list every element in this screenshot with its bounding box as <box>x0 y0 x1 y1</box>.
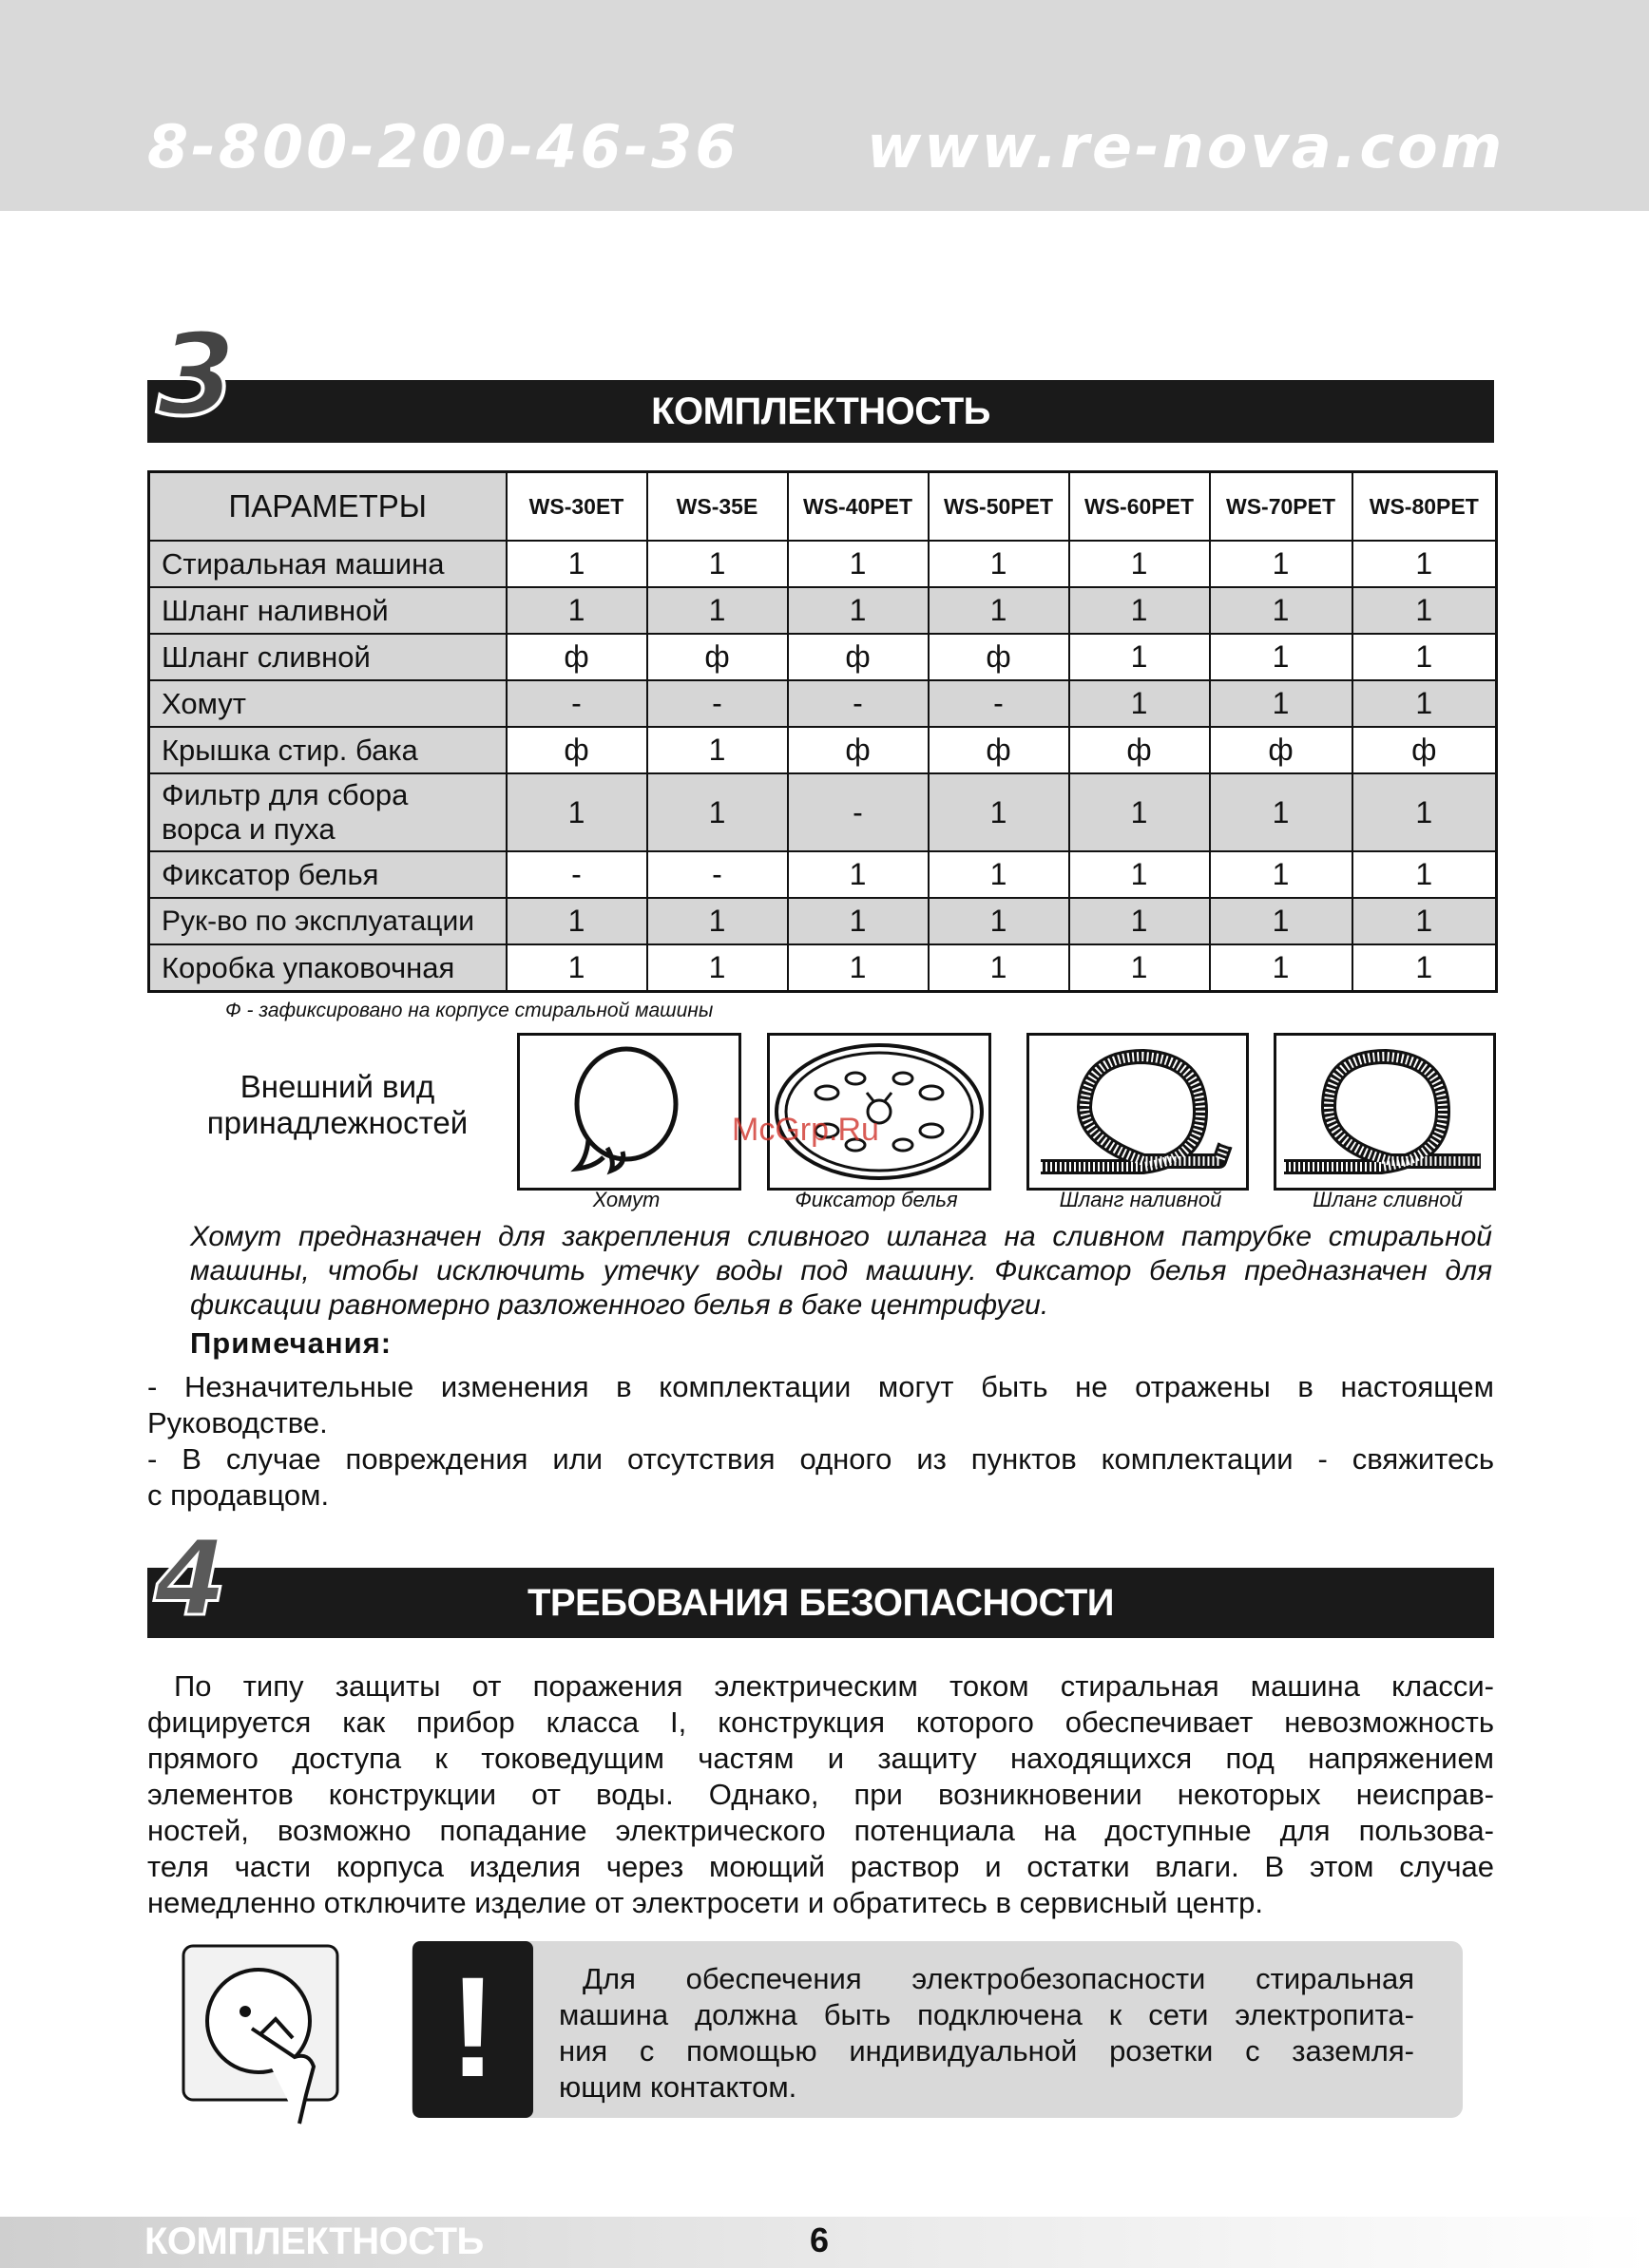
drain-hose-image <box>1274 1033 1496 1191</box>
exclamation-mark: ! <box>449 1947 497 2106</box>
table-cell: 1 <box>647 727 788 773</box>
model-header: WS-70PET <box>1210 472 1352 542</box>
table-footnote: Ф - зафиксировано на корпусе стиральной машины <box>225 1000 714 1021</box>
table-cell: 1 <box>1069 587 1210 634</box>
param-name: Хомут <box>149 680 507 727</box>
table-cell: 1 <box>929 898 1069 944</box>
table-cell: 1 <box>647 541 788 587</box>
table-cell: 1 <box>1210 680 1352 727</box>
table-row <box>149 727 1497 773</box>
warning-line: машина должна быть подключена к сети электропита- <box>559 1998 1414 2031</box>
table-cell: 1 <box>507 944 647 992</box>
inlet-hose-image <box>1026 1033 1249 1191</box>
table-cell: 1 <box>647 773 788 851</box>
table-cell: 1 <box>1352 634 1497 680</box>
safety-paragraph <box>147 1668 1494 1921</box>
safety-line: ностей, возможно попадание электрического потенциала на доступные для пользова- <box>147 1814 1494 1847</box>
table-cell: 1 <box>647 587 788 634</box>
safety-line: По типу защиты от поражения электрическим током стиральная машина класси- <box>174 1669 1494 1703</box>
table-cell: 1 <box>1352 587 1497 634</box>
clamp-image <box>517 1033 741 1191</box>
page-number: 6 <box>810 2220 830 2259</box>
table-cell: 1 <box>1069 541 1210 587</box>
table-cell: ф <box>1210 727 1352 773</box>
description-line: Хомут предназначен для закрепления сливного шланга на сливном патрубке стиральной <box>190 1221 1492 1252</box>
param-name: Стиральная машина <box>149 541 507 587</box>
table-row <box>149 587 1497 634</box>
section-4-title: ТРЕБОВАНИЯ БЕЗОПАСНОСТИ <box>527 1582 1115 1624</box>
description-line: фиксации равномерно разложенного белья в баке центрифуги. <box>190 1289 1049 1321</box>
table-cell: 1 <box>788 944 929 992</box>
clamp-icon <box>520 1036 738 1188</box>
table-cell: 1 <box>1210 851 1352 898</box>
phone-number: 8-800-200-46-36 <box>147 112 739 181</box>
table-cell: 1 <box>507 587 647 634</box>
accessories-label-line: Внешний вид <box>240 1069 435 1104</box>
accessories-label-line: принадлежностей <box>206 1105 469 1140</box>
model-header: WS-30ET <box>507 472 647 542</box>
page-footer <box>0 2217 1649 2268</box>
table-cell: ф <box>929 634 1069 680</box>
table-cell: ф <box>507 727 647 773</box>
socket-plug-icon <box>181 1943 342 2128</box>
param-name: Коробка упаковочная <box>149 944 507 992</box>
param-header: ПАРАМЕТРЫ <box>149 472 507 542</box>
website-url: www.re-nova.com <box>867 112 1505 181</box>
page-header <box>0 0 1649 211</box>
param-name: Шланг сливной <box>149 634 507 680</box>
table-cell: 1 <box>1069 851 1210 898</box>
equipment-table <box>147 470 1498 993</box>
table-cell: 1 <box>1069 634 1210 680</box>
table-cell: 1 <box>788 541 929 587</box>
model-header: WS-40PET <box>788 472 929 542</box>
table-cell: 1 <box>1352 680 1497 727</box>
table-cell: ф <box>788 727 929 773</box>
drain-hose-icon <box>1276 1036 1493 1188</box>
table-cell: 1 <box>929 851 1069 898</box>
table-cell: 1 <box>507 541 647 587</box>
warning-icon <box>412 1941 533 2118</box>
param-name: Фиксатор белья <box>149 851 507 898</box>
table-header-row <box>149 472 1497 542</box>
watermark: McGrp.Ru <box>732 1112 879 1148</box>
table-cell: - <box>507 851 647 898</box>
accessories-description <box>190 1220 1492 1323</box>
table-cell: 1 <box>929 541 1069 587</box>
table-row <box>149 541 1497 587</box>
table-cell: 1 <box>788 898 929 944</box>
safety-line: прямого доступа к токоведущим частям и защиту находящихся под напряжением <box>147 1742 1494 1775</box>
table-cell: 1 <box>1210 944 1352 992</box>
table-cell: 1 <box>1210 541 1352 587</box>
inlet-hose-icon <box>1029 1036 1246 1188</box>
table-cell: - <box>788 680 929 727</box>
table-cell: 1 <box>788 851 929 898</box>
table-cell: - <box>507 680 647 727</box>
note-line: - В случае повреждения или отсутствия одного из пунктов комплектации - свяжитесь <box>147 1442 1494 1476</box>
table-cell: 1 <box>929 944 1069 992</box>
accessory-caption: Шланг наливной <box>1059 1188 1222 1211</box>
model-header: WS-80PET <box>1352 472 1497 542</box>
table-cell: 1 <box>1069 944 1210 992</box>
table-cell: - <box>788 773 929 851</box>
warning-line: ния с помощью индивидуальной розетки с заземля- <box>559 2034 1414 2068</box>
notes-heading: Примечания: <box>190 1326 393 1360</box>
section-3-title: КОМПЛЕКТНОСТЬ <box>651 391 990 432</box>
param-name: Рук-во по эксплуатации <box>149 898 507 944</box>
safety-line: теля части корпуса изделия через моющий раствор и остатки влаги. В этом случае <box>147 1850 1494 1883</box>
footer-section-label: КОМПЛЕКТНОСТЬ <box>144 2220 484 2262</box>
table-cell: ф <box>929 727 1069 773</box>
table-cell: - <box>929 680 1069 727</box>
table-cell: - <box>647 851 788 898</box>
table-cell: ф <box>647 634 788 680</box>
warning-line: Для обеспечения электробезопасности стиральная <box>583 1962 1414 1995</box>
note-line: с продавцом. <box>147 1478 330 1512</box>
description-line: машины, чтобы исключить утечку воды под машину. Фиксатор белья предназначен для <box>190 1255 1492 1286</box>
section-4-bar <box>147 1568 1494 1638</box>
note-line: Руководстве. <box>147 1406 328 1439</box>
notes-list <box>147 1369 1494 1514</box>
param-name: Крышка стир. бака <box>149 727 507 773</box>
table-cell: 1 <box>1069 773 1210 851</box>
table-row <box>149 634 1497 680</box>
safety-line: немедленно отключите изделие от электросети и обратитесь в сервисный центр. <box>147 1886 1264 1919</box>
accessory-caption: Фиксатор белья <box>795 1188 958 1211</box>
table-row <box>149 944 1497 992</box>
accessory-caption: Хомут <box>592 1188 661 1211</box>
table-cell: 1 <box>788 587 929 634</box>
section-4-number: 4 <box>154 1517 227 1639</box>
table-cell: - <box>647 680 788 727</box>
table-cell: 1 <box>1352 773 1497 851</box>
table-cell: 1 <box>1210 587 1352 634</box>
model-header: WS-60PET <box>1069 472 1210 542</box>
table-cell: 1 <box>1210 634 1352 680</box>
table-cell: 1 <box>1069 680 1210 727</box>
table-cell: 1 <box>1352 541 1497 587</box>
table-cell: ф <box>1069 727 1210 773</box>
table-cell: 1 <box>1210 773 1352 851</box>
model-header: WS-50PET <box>929 472 1069 542</box>
table-cell: ф <box>788 634 929 680</box>
table-cell: 1 <box>929 587 1069 634</box>
table-cell: 1 <box>507 898 647 944</box>
warning-line: ющим контактом. <box>559 2070 797 2104</box>
table-cell: 1 <box>1069 898 1210 944</box>
table-cell: 1 <box>647 898 788 944</box>
param-name: Шланг наливной <box>149 587 507 634</box>
section-3-number: 3 <box>157 310 237 442</box>
table-row <box>149 851 1497 898</box>
accessory-caption: Шланг сливной <box>1313 1188 1463 1211</box>
model-header: WS-35E <box>647 472 788 542</box>
table-cell: 1 <box>647 944 788 992</box>
table-row <box>149 680 1497 727</box>
table-cell: ф <box>1352 727 1497 773</box>
section-3-bar <box>147 380 1494 443</box>
table-cell: 1 <box>507 773 647 851</box>
table-cell: ф <box>507 634 647 680</box>
accessories-label <box>200 1069 475 1141</box>
table-cell: 1 <box>1352 898 1497 944</box>
table-cell: 1 <box>1352 944 1497 992</box>
table-row <box>149 898 1497 944</box>
safety-line: элементов конструкции от воды. Однако, при возникновении некоторых неисправ- <box>147 1778 1494 1811</box>
warning-text <box>559 1961 1414 2106</box>
grounded-socket-image <box>181 1943 342 2128</box>
table-row <box>149 773 1497 851</box>
table-cell: 1 <box>1210 898 1352 944</box>
param-name: Фильтр для сбора ворса и пуха <box>149 773 507 851</box>
note-line: - Незначительные изменения в комплектации могут быть не отражены в настоящем <box>147 1370 1494 1403</box>
safety-line: фицируется как прибор класса I, конструкция которого обеспечивает невозможность <box>147 1706 1494 1739</box>
table-cell: 1 <box>929 773 1069 851</box>
table-cell: 1 <box>1352 851 1497 898</box>
